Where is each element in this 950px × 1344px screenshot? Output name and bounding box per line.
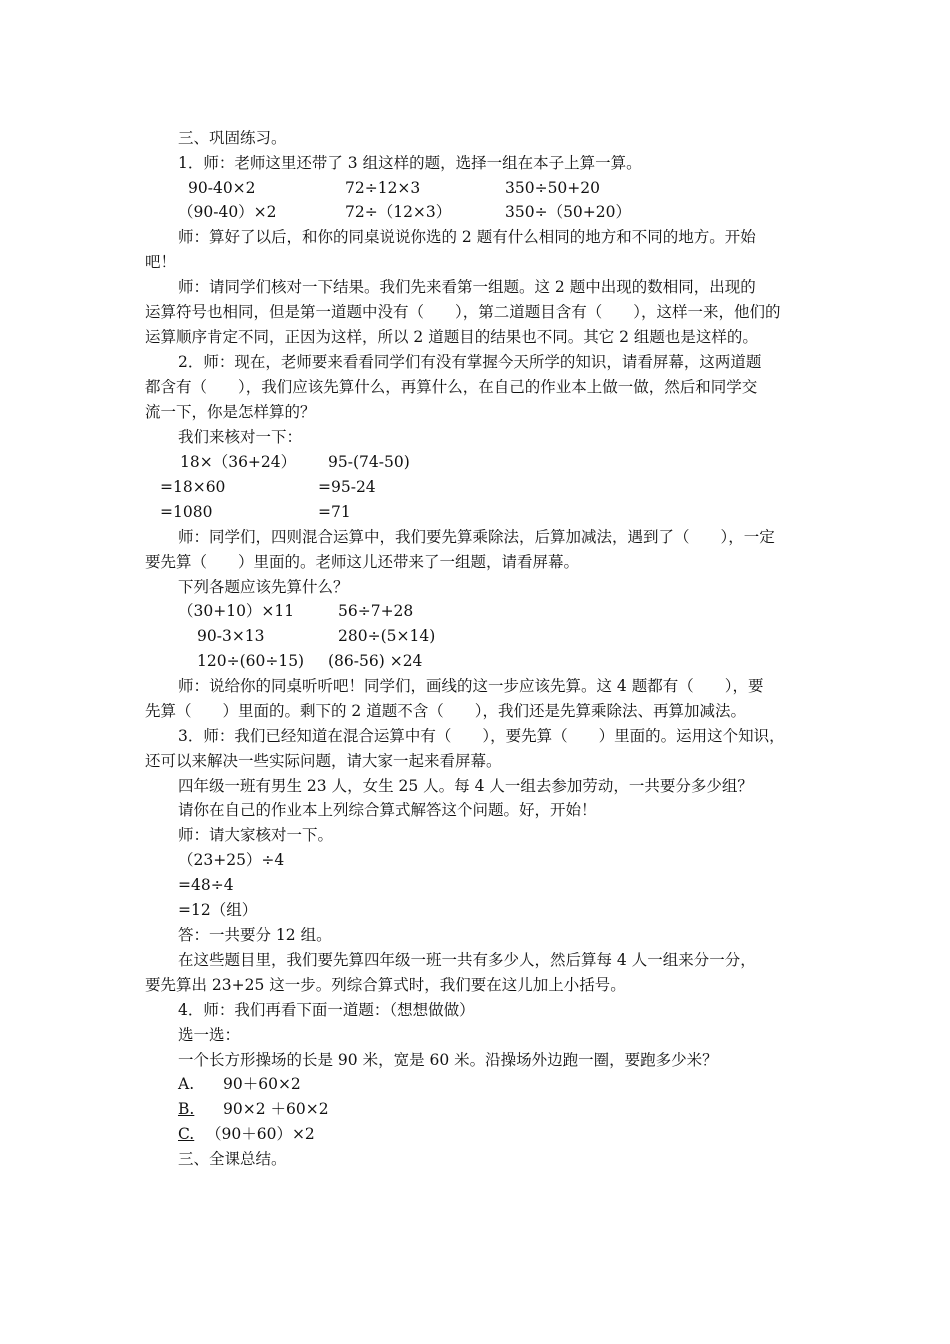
option-letter: B. — [178, 1100, 195, 1118]
expression: 280÷(5×14) — [338, 627, 436, 645]
expression: =95-24 — [318, 478, 376, 496]
section-heading: 三、全课总结。 — [178, 1150, 287, 1168]
expression: 18×（36+24） — [180, 453, 297, 471]
paragraph: 4．师：我们再看下面一道题：（想想做做） — [178, 1001, 475, 1019]
expression-row — [145, 601, 810, 623]
paragraph: 师：说给你的同桌听听吧！同学们，画线的这一步应该先算。这 4 题都有（ ），要 — [178, 677, 764, 695]
expression: 350÷50+20 — [505, 179, 601, 197]
expression: 56÷7+28 — [338, 602, 414, 620]
expression: （30+10）×11 — [178, 602, 295, 620]
paragraph: 3．师：我们已经知道在混合运算中有（ ），要先算（ ）里面的。运用这个知识， — [178, 727, 785, 745]
expression: 90-40×2 — [188, 179, 256, 197]
paragraph: 在这些题目里，我们要先算四年级一班一共有多少人，然后算每 4 人一组来分一分， — [178, 951, 756, 969]
expression-row — [145, 178, 810, 200]
paragraph: 下列各题应该先算什么？ — [178, 578, 349, 596]
expression: =48÷4 — [178, 876, 234, 894]
expression: 120÷(60÷15) — [197, 652, 305, 670]
paragraph: 1．师：老师这里还带了 3 组这样的题，选择一组在本子上算一算。 — [178, 154, 642, 172]
expression: =12（组） — [178, 901, 258, 919]
option-a — [178, 1074, 843, 1096]
paragraph: 请你在自己的作业本上列综合算式解答这个问题。好，开始！ — [178, 801, 597, 819]
expression: 72÷12×3 — [345, 179, 421, 197]
expression: 95-(74-50) — [328, 453, 410, 471]
paragraph: 师：请同学们核对一下结果。我们先来看第一组题。这 2 题中出现的数相同，出现的 — [178, 278, 756, 296]
expression: 350÷（50+20） — [505, 203, 632, 221]
answer-line: 答：一共要分 12 组。 — [178, 926, 332, 944]
expression: （90-40）×2 — [178, 203, 277, 221]
option-expression: （90＋60）×2 — [206, 1125, 315, 1143]
expression: =1080 — [160, 503, 213, 521]
paragraph: 选一选： — [178, 1026, 241, 1044]
paragraph: 师：同学们，四则混合运算中，我们要先算乘除法，后算加减法，遇到了（ ），一定 — [178, 528, 775, 546]
option-letter: C. — [178, 1125, 195, 1143]
paragraph: 运算符号也相同，但是第一道题中没有（ ），第二道题目含有（ ），这样一来，他们的 — [145, 303, 781, 321]
expression: 72÷（12×3） — [345, 203, 452, 221]
paragraph: 吧！ — [145, 253, 177, 271]
paragraph: 运算顺序肯定不同，正因为这样，所以 2 道题目的结果也不同。其它 2 组题也是这样的。 — [145, 328, 758, 346]
paragraph: 我们来核对一下： — [178, 428, 303, 446]
expression-row — [145, 626, 810, 648]
expression: =18×60 — [160, 478, 226, 496]
option-letter: A. — [178, 1075, 195, 1093]
section-heading: 三、巩固练习。 — [178, 129, 287, 147]
paragraph: 要先算出 23+25 这一步。列综合算式时，我们要在这儿加上小括号。 — [145, 976, 626, 994]
option-c — [178, 1124, 843, 1146]
expression-row — [145, 202, 810, 224]
paragraph: 还可以来解决一些实际问题，请大家一起来看屏幕。 — [145, 752, 502, 770]
paragraph: 师：请大家核对一下。 — [178, 826, 334, 844]
paragraph: 要先算（ ）里面的。老师这儿还带来了一组题，请看屏幕。 — [145, 553, 580, 571]
word-problem: 四年级一班有男生 23 人，女生 25 人。每 4 人一组去参加劳动，一共要分多少组？ — [178, 777, 753, 795]
expression: 90-3×13 — [197, 627, 265, 645]
paragraph: 都含有（ ），我们应该先算什么，再算什么，在自己的作业本上做一做，然后和同学交 — [145, 378, 758, 396]
expression-row — [145, 651, 810, 673]
word-problem: 一个长方形操场的长是 90 米，宽是 60 米。沿操场外边跑一圈，要跑多少米？ — [178, 1051, 718, 1069]
option-expression: 90×2 ＋60×2 — [223, 1100, 329, 1118]
option-b — [178, 1099, 843, 1121]
paragraph: 流一下，你是怎样算的？ — [145, 403, 316, 421]
expression: =71 — [318, 503, 351, 521]
paragraph: 先算（ ）里面的。剩下的 2 道题不含（ ），我们还是先算乘除法、再算加减法。 — [145, 702, 746, 720]
calc-row — [145, 477, 810, 499]
calc-row — [145, 502, 810, 524]
paragraph: 2．师：现在，老师要来看看同学们有没有掌握今天所学的知识，请看屏幕，这两道题 — [178, 353, 762, 371]
paragraph: 师：算好了以后，和你的同桌说说你选的 2 题有什么相同的地方和不同的地方。开始 — [178, 228, 756, 246]
option-expression: 90＋60×2 — [223, 1075, 301, 1093]
expression: (86-56) ×24 — [328, 652, 423, 670]
calc-row — [145, 452, 810, 474]
expression: （23+25）÷4 — [178, 851, 285, 869]
